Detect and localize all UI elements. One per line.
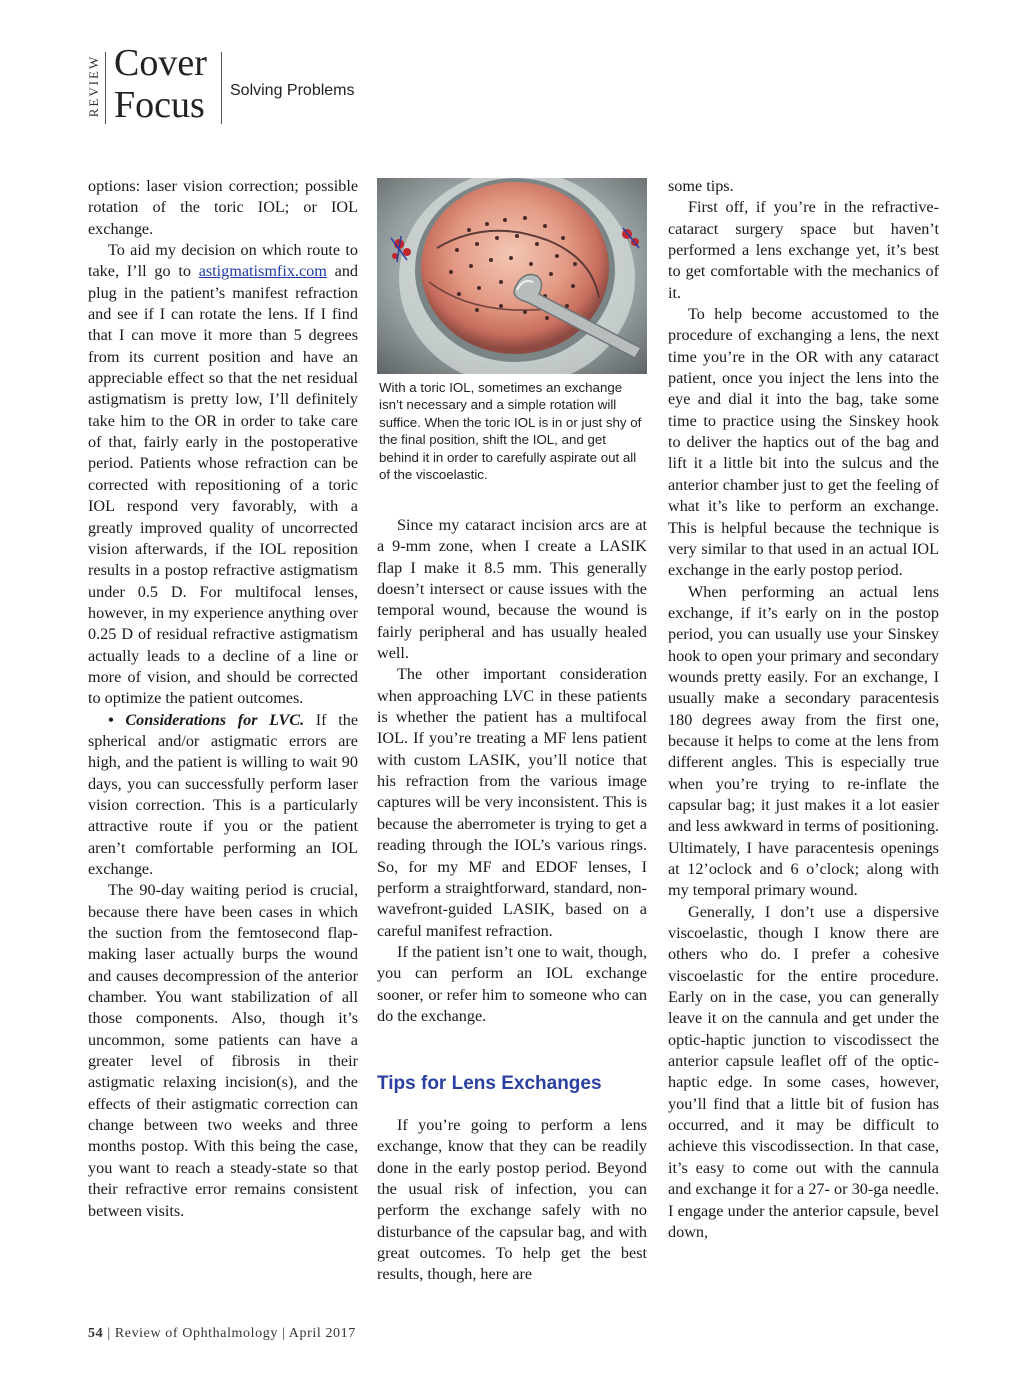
cover-focus-title: Cover Focus	[114, 42, 207, 126]
column-3	[668, 176, 939, 1243]
paragraph: To help become accustomed to the procedure of exchanging a lens, the next time you’re in the OR with any cataract patient, once you inject the lens into the eye and dial it into the bag, take some time to practice using the Sinskey hook to deliver the haptics out of the bag and lift it a little bit into the sulcus and the anterior chamber just to get the feeling of what it’s like to perform an exchange. This is helpful because the technique is very similar to that used in an actual IOL exchange in the early postop period.	[668, 305, 939, 580]
page-footer	[88, 1326, 356, 1342]
inline-subhead: • Considerations for LVC.	[108, 710, 305, 729]
figure-caption: With a toric IOL, sometimes an exchange isn’t necessary and a simple rotation will suffice. When the toric IOL is in or just shy of the final position, shift the IOL, and get behind it in order to carefully aspirate out all of the viscoelastic.	[379, 380, 642, 483]
issue-date: April 2017	[288, 1326, 356, 1341]
paragraph: When performing an actual lens exchange, if it’s early on in the postop period, you can usually use your Sinskey hook to open your primary and secondary wounds pretty easily. For an exchange, I usually make a secondary paracentesis 180 degrees away from the first one, because it helps to come at the lens from different angles. This is especially true when you’re trying to re-inflate the capsular bag; it just makes it a lot easier and less awkward in terms of positioning. Ultimately, I have paracentesis openings at 12’oclock and 6 o’clock; along with my temporal primary wound.	[668, 582, 939, 900]
paragraph: To aid my decision on which route to take, I’ll go to astigmatismfix.com and plug in the patient’s manifest refraction and see if I can rotate the lens. If I find that I can move it more than 5 degrees from its current position and have an appreciable effect so that the net residual astigmatism is pretty low, I’ll definitely take him to the OR in order to take care of that, fairly early in the postoperative period. Patients whose refraction can be corrected with repositioning of a toric IOL respond very favorably, with a greatly improved quality of uncorrected vision afterwards, if the IOL reposition results in a postop refractive astigmatism under 0.5 D. For multifocal lenses, however, in my experience anything over 0.25 D of residual refractive astigmatism actually leads to a decline of a line or more of vision, and should be corrected to optimize the patient outcomes.	[88, 241, 359, 708]
paragraph: some tips.	[668, 177, 734, 195]
section-heading: Tips for Lens Exchanges	[377, 1073, 602, 1094]
section-subtitle: Solving Problems	[230, 82, 355, 99]
paragraph: First off, if you’re in the refractive-cataract surgery space but haven’t performed a lens exchange yet, it’s best to get comfortable with the mechanics of it.	[668, 198, 939, 302]
column-2	[377, 515, 647, 1027]
paragraph: options: laser vision correction; possible rotation of the toric IOL; or IOL exchange.	[88, 177, 358, 238]
footer-separator: |	[107, 1326, 111, 1341]
paragraph: If you’re going to perform a lens exchange, know that they can be readily done in the early postop period. Beyond the usual risk of infection, you can perform the exchange safely with no disturbance of the capsular bag, and with great outcomes. To help get the best results, though, here are	[377, 1116, 647, 1284]
astigmatismfix-link[interactable]: astigmatismfix.com	[198, 262, 327, 281]
surgical-photo	[377, 178, 647, 374]
footer-separator: |	[282, 1326, 286, 1341]
column-2-continued	[377, 1115, 647, 1286]
header-divider	[221, 52, 222, 124]
paragraph: If the patient isn’t one to wait, though, you can perform an IOL exchange sooner, or refer him to someone who can do the exchange.	[377, 942, 647, 1025]
header-divider	[105, 52, 106, 124]
paragraph: • Considerations for LVC. If the spherical and/or astigmatic errors are high, and the patient is willing to wait 90 days, you can successfully perform laser vision correction. This is a particularly attractive route if you or the patient aren’t comfortable performing an IOL exchange.	[88, 710, 359, 878]
paragraph: The 90-day waiting period is crucial, because there have been cases in which the suction from the femtosecond flap-making laser actually burps the wound and causes decompression of the anterior chamber. You want stabilization of all those components. Also, though it’s uncommon, some patients can have a greater level of fibrosis in their astigmatic relaxing incision(s), and the effects of their astigmatic correction can change between two weeks and three months postop. With this being the case, you want to reach a steady-state so that their refractive error remains consistent between visits.	[88, 881, 358, 1220]
page-number: 54	[88, 1326, 104, 1341]
column-1	[88, 176, 358, 1222]
journal-name: Review of Ophthalmology	[114, 1326, 278, 1341]
review-label-vertical: REVIEW	[86, 54, 101, 118]
paragraph: Since my cataract incision arcs are at a 9-mm zone, when I create a LASIK flap I make it 8.5 mm. This generally doesn’t intersect or cause issues with the temporal wound, because the wound is fairly peripheral and has usually healed well.	[377, 516, 647, 663]
eye-surgery-image	[377, 178, 647, 374]
paragraph: The other important consideration when approaching LVC in these patients is whether the patient has a multifocal IOL. If you’re treating a MF lens patient with custom LASIK, you’ll notice that his refraction from the various image captures will be very inconsistent. This is because the aberrometer is trying to get a reading through the IOL’s various rings. So, for my MF and EDOF lenses, I perform a straightforward, standard, non-wavefront-guided LASIK, based on a careful manifest refraction.	[377, 665, 647, 940]
paragraph: Generally, I don’t use a dispersive viscoelastic, though I know there are others who do. I prefer a cohesive viscoelastic for the entire procedure. Early on in the case, you can generally leave it on the cannula and get under the optic-haptic junction to viscodissect the anterior capsule leaflet off of the optic-haptic edge. In some cases, however, you’ll find that a little bit of fusion has occurred, and it may be difficult to achieve this viscodissection. In that case, it’s easy to come out with the cannula and exchange it for a 27- or 30-ga needle. I engage under the anterior capsule, bevel down,	[668, 902, 939, 1241]
